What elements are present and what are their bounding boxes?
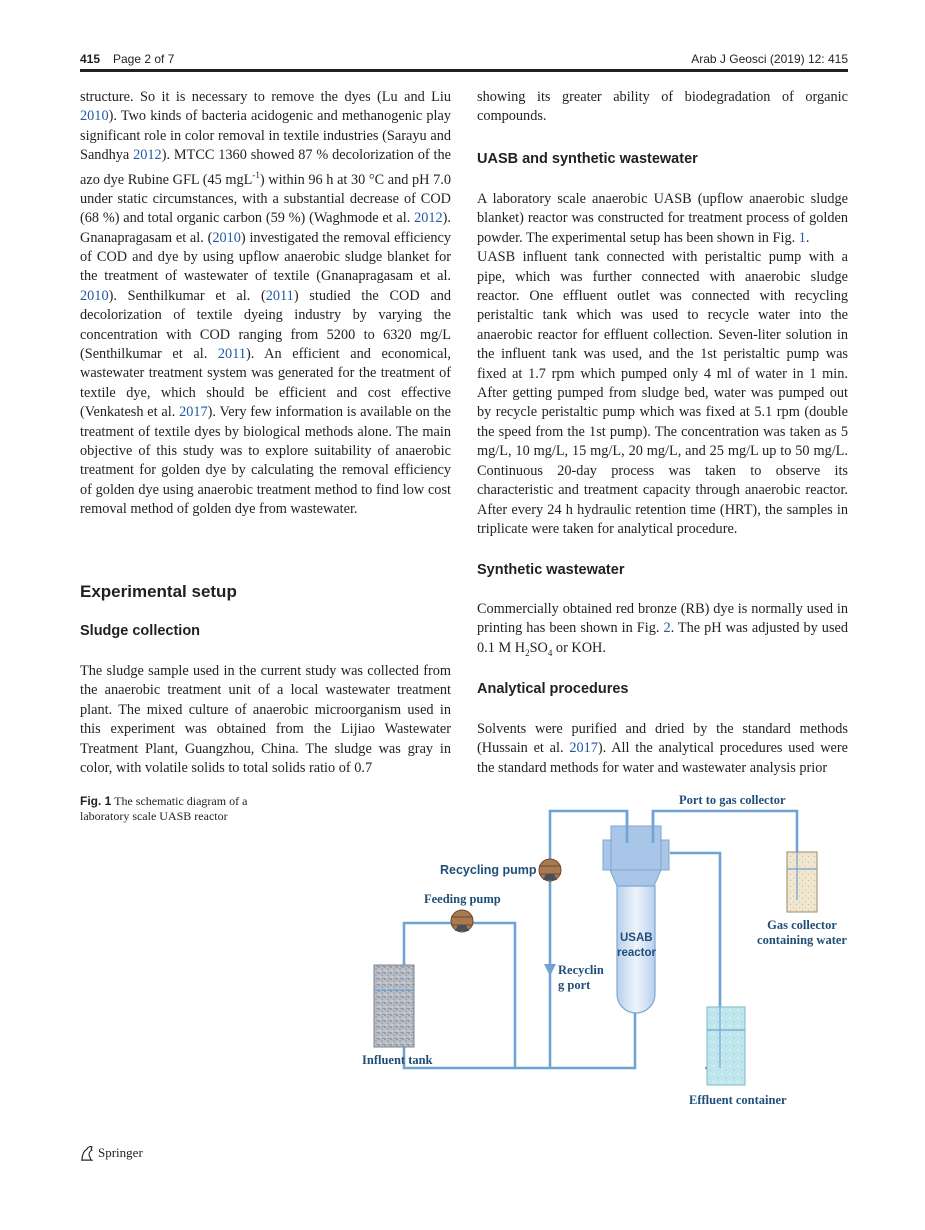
influent-pipe (404, 923, 515, 1068)
uasb-text-block (477, 190, 848, 539)
label-feeding-pump: Feeding pump (424, 892, 501, 906)
synthetic-text-block (477, 600, 848, 663)
sludge-paragraph-block (80, 662, 451, 778)
citation-link[interactable]: 2011 (217, 346, 246, 363)
recycling-port-arrow (544, 964, 556, 976)
uasb-schematic-diagram (0, 780, 925, 1120)
influent-tank (374, 965, 414, 1047)
running-header (80, 50, 848, 68)
header-rule (80, 69, 848, 72)
effluent-container (707, 1007, 745, 1085)
recycling-pump-icon (539, 859, 561, 881)
citation-link[interactable]: 2010 (80, 108, 109, 125)
citation-link[interactable]: 2011 (265, 287, 294, 304)
figure-link[interactable]: 1 (798, 229, 806, 246)
uasb-paragraph-1: A laboratory scale anaerobic UASB (upflow anaerobic sludge blanket) reactor was constructed for treatment process of golden powder. The experimental setup has been shown in Fig. 1. (477, 191, 848, 246)
label-usab-1: USAB (620, 932, 653, 944)
section-heading-experimental: Experimental setup (80, 582, 237, 601)
label-effluent-container: Effluent container (689, 1093, 787, 1107)
figure-link[interactable]: 2 (663, 620, 671, 637)
citation-link[interactable]: 2012 (133, 147, 162, 164)
uasb-paragraph-2: UASB influent tank connected with peristaltic pump with a pipe, which was further connected with anaerobic sludge reactor. One effluent outlet was connected with recycling peristaltic tank which was used to recycle water into the anaerobic reactor for effluent collection. Seven-liter solution in the influent tank was used, and the 1st peristaltic pump was fixed at 1.7 rpm which pumped only 4 ml of water in 1 min. After getting pumped from sludge bed, water was pumped out by recycle peristaltic pump which was fixed at 5.1 rpm (double the speed from the 1st pump). The concentration was taken as 5 mg/L, 10 mg/L, 15 mg/L, 20 mg/L, and 25 mg/L up to 50 mg/L. Continuous 20-day process was taken to observe its characteristic and treatment capacity through anaerobic reactor. After every 24 h hydraulic retention time (HRT), the samples in triplicate were taken for analytical procedure. (477, 249, 848, 537)
figure-caption: Fig. 1 The schematic diagram of a laboratory scale UASB reactor (80, 794, 248, 823)
sludge-paragraph: The sludge sample used in the current study was collected from the anaerobic treatment unit of a local wastewater treatment plant. The mixed culture of anaerobic microorganism used in this experiment was obtained from the Lijiao Wastewater Treatment Plant, Guangzhou, China. The sludge was gray in color, with volatile solids to total solids ratio of 0.7 (80, 663, 451, 777)
label-recycling-port-2: g port (558, 978, 591, 992)
label-usab-2: reactor (617, 947, 656, 959)
citation-link[interactable]: 2010 (80, 287, 109, 304)
label-gas-collector-2: containing water (757, 933, 847, 947)
citation-link[interactable]: 2010 (212, 229, 241, 246)
label-recycling-port-1: Recyclin (558, 963, 604, 977)
subsection-heading-analytical: Analytical procedures (477, 681, 629, 697)
label-port-gas: Port to gas collector (679, 793, 786, 807)
springer-horse-icon (80, 1145, 94, 1161)
synthetic-paragraph: Commercially obtained red bronze (RB) dye is normally used in printing has been shown in Fig. 2. The pH was adjusted by used 0.1 M $H_2SO_4$ or KOH. (477, 601, 848, 658)
continued-paragraph: showing its greater ability of biodegradation of organic compounds. (477, 89, 848, 125)
feeding-pump-icon (451, 910, 473, 932)
subsection-heading-sludge: Sludge collection (80, 623, 201, 639)
citation-link[interactable]: 2012 (414, 210, 443, 227)
analytical-text-block (477, 720, 848, 778)
publisher-name: Springer (98, 1145, 143, 1160)
right-column (477, 88, 848, 127)
journal-citation: Arab J Geosci (2019) 12: 415 (691, 52, 848, 66)
subsection-heading-uasb: UASB and synthetic wastewater (477, 151, 698, 167)
subsection-heading-synthetic: Synthetic wastewater (477, 562, 625, 578)
reactor-inlet-pipe (515, 1000, 635, 1068)
analytical-paragraph: Solvents were purified and dried by the standard methods (Hussain et al. 2017). All the analytical procedures used were the standard methods for water and wastewater analysis prior (477, 721, 848, 776)
uasb-reactor (603, 811, 669, 1013)
label-recycling-pump: Recycling pump (440, 863, 537, 877)
citation-link[interactable]: 2017 (569, 740, 598, 757)
left-column (80, 88, 451, 520)
page-of: Page 2 of 7 (113, 52, 175, 66)
citation-link[interactable]: 2017 (179, 404, 208, 421)
intro-paragraph: structure. So it is necessary to remove the dyes (Lu and Liu 2010). Two kinds of bacteria acidogenic and methanogenic play significant role in color removal in textile industries (Sarayu and Sandhya 2012). MTCC 1360 showed 87 % decolorization of the azo dye Rubine GFL (45 mgL$^{-1}$) within 96 h at 30 °C and pH 7.0 under static circumstances, with a substantial decrease of COD (68 %) and total organic carbon (59 %) (Waghmode et al. 2012). Gnanapragasam et al. (2010) investigated the removal efficiency of COD and dye by using upflow anaerobic sludge blanket for the treatment of wastewater of textile (Gnanapragasam et al. 2010). Senthilkumar et al. (2011) studied the COD and decolorization of textile dyeing industry by varying the concentration with COD ranging from 5200 to 6320 mg/L (Senthilkumar et al. 2011). An efficient and economical, wastewater treatment system was generated for the treatment of textile dye, which should be efficient and cost effective (Venkatesh et al. 2017). Very few information is available on the treatment of textile dyes by biological methods alone. The main objective of this study was to explore suitability of anaerobic treatment for golden dye by calculating the removal efficiency of golden dye using anaerobic treatment method to find low cost removal method of golden dye from wastewater. (80, 89, 451, 518)
label-gas-collector-1: Gas collector (767, 918, 837, 932)
label-influent-tank: Influent tank (362, 1053, 433, 1067)
gas-pipe (653, 811, 797, 852)
gas-collector (787, 852, 817, 912)
page-number: 415 (80, 52, 101, 66)
publisher-footer (80, 1145, 143, 1161)
